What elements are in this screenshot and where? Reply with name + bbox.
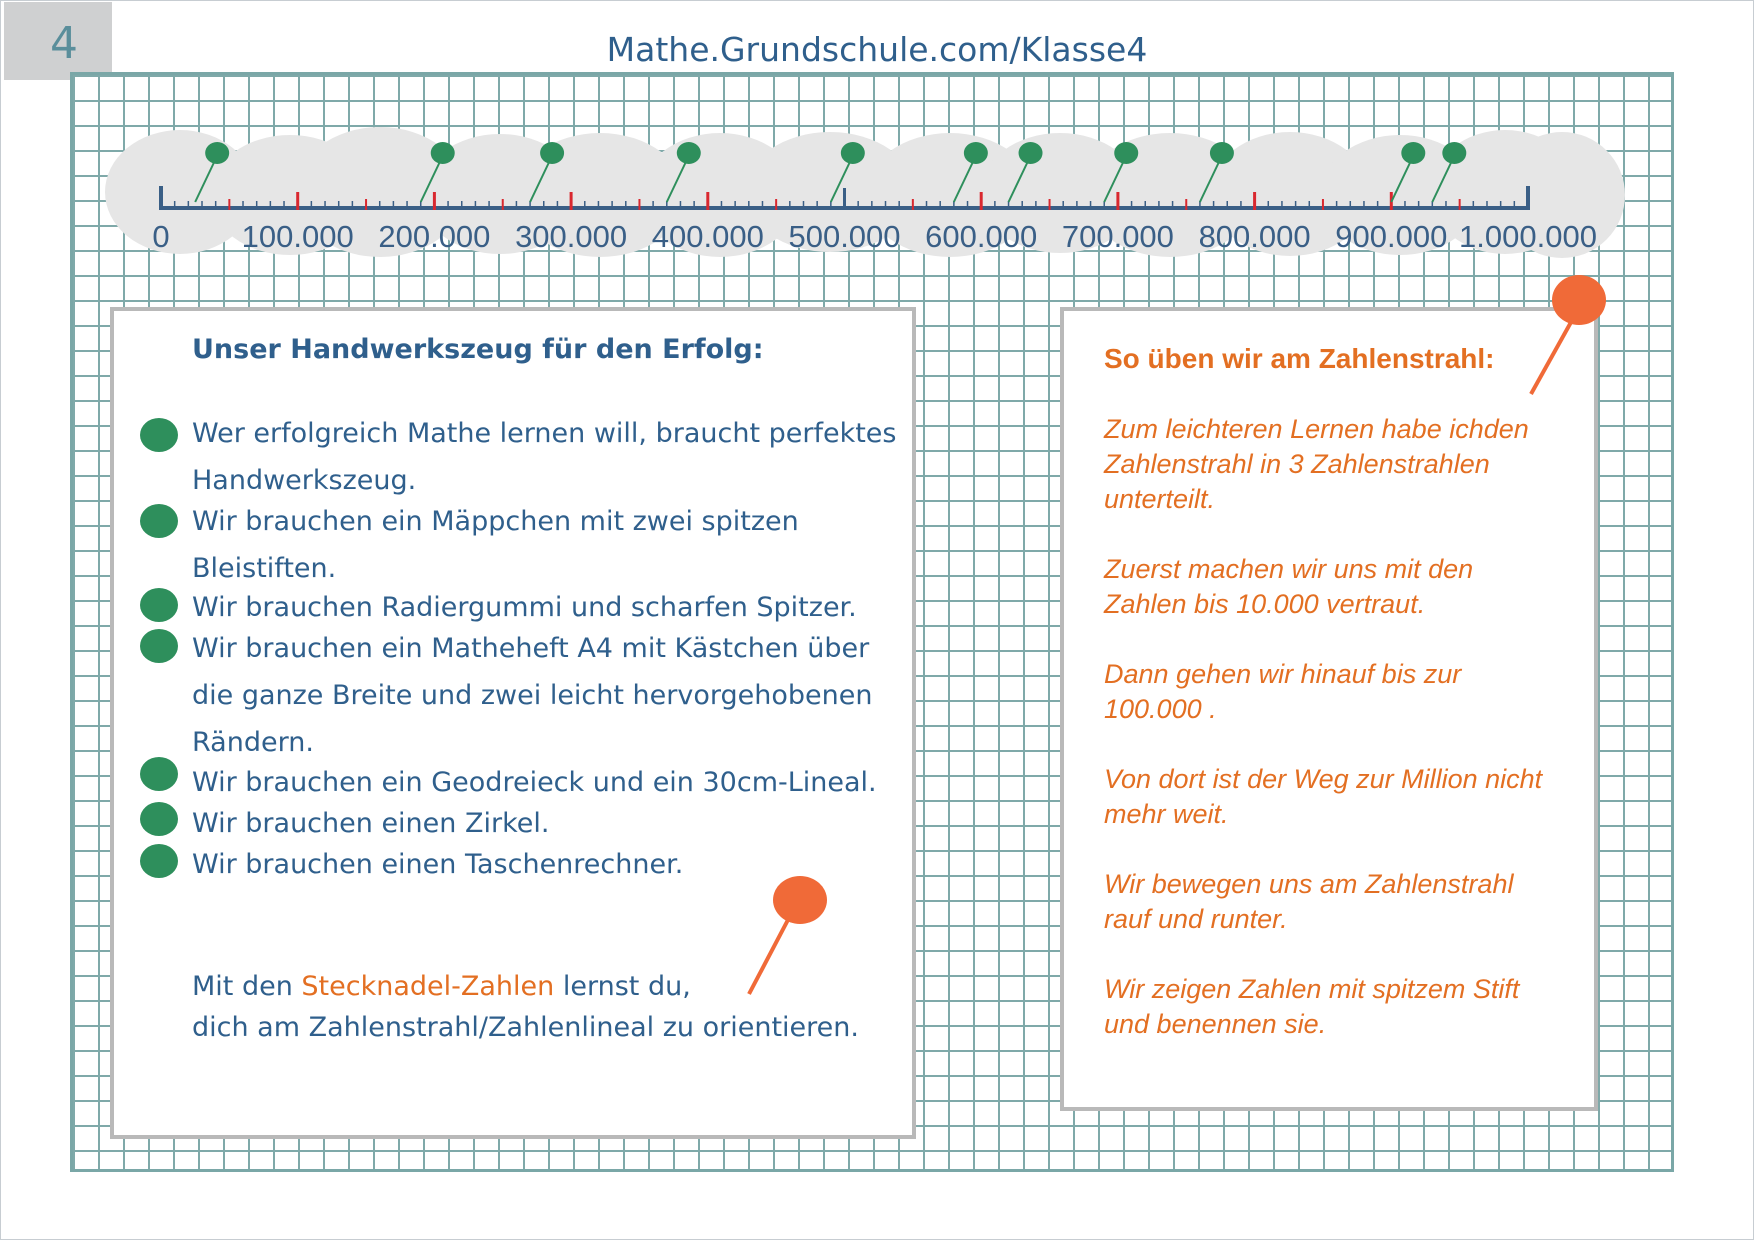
pushpin-numbers-highlight: Stecknadel-Zahlen (301, 971, 555, 1002)
tick-label: 700.000 (1061, 219, 1174, 254)
pushpin-note-line1 (192, 966, 892, 1007)
tick-label: 100.000 (241, 219, 354, 254)
bullet-dot (140, 844, 178, 878)
practice-paragraph: Zum leichteren Lernen habe ichden Zahlenstrahl in 3 Zahlenstrahlen unterteilt. (1104, 414, 1529, 514)
practice-paragraph: Dann gehen wir hinauf bis zur 100.000 . (1104, 659, 1462, 724)
tick-label: 300.000 (515, 219, 628, 254)
tools-heading: Unser Handwerkszeug für den Erfolg: (192, 334, 764, 365)
practice-paragraph: Wir zeigen Zahlen mit spitzem Stift und benennen sie. (1104, 974, 1520, 1039)
tool-text: Wir brauchen einen Taschenrechner. (192, 849, 684, 880)
tool-text: Wir brauchen einen Zirkel. (192, 808, 550, 839)
tool-text: Wir brauchen ein Geodreieck und ein 30cm-Lineal. (192, 767, 877, 798)
tick-label: 800.000 (1198, 219, 1311, 254)
tick-label: 0 (152, 219, 170, 254)
number-line (0, 0, 1754, 300)
site-url: Mathe.Grundschule.com/Klasse4 (606, 30, 1148, 69)
tick-label: 400.000 (651, 219, 764, 254)
pushpin-note-line2: dich am Zahlenstrahl/Zahlenlineal zu orientieren. (192, 1012, 859, 1043)
practice-paragraph: Wir bewegen uns am Zahlenstrahl rauf und runter. (1104, 869, 1514, 934)
page-number: 4 (4, 2, 112, 80)
bullet-dot (140, 504, 178, 538)
tool-text: Wir brauchen Radiergummi und scharfen Spitzer. (192, 592, 857, 623)
pushpin-note-suffix: lernst du, (554, 971, 691, 1002)
bullet-dot (140, 418, 178, 452)
bullet-dot (140, 629, 178, 663)
tick-label: 1.000.000 (1459, 219, 1597, 254)
bullet-dot (140, 802, 178, 836)
tool-text: Wer erfolgreich Mathe lernen will, braucht perfektes Handwerkszeug. (192, 418, 897, 496)
tool-text: Wir brauchen ein Matheheft A4 mit Kästchen über die ganze Breite und zwei leicht hervorgehobenen Rändern. (192, 633, 873, 758)
tick-label: 200.000 (378, 219, 491, 254)
pushpin-icon (1510, 270, 1620, 400)
pushpin-note-prefix: Mit den (192, 971, 302, 1002)
tool-text: Wir brauchen ein Mäppchen mit zwei spitzen Bleistiften. (192, 506, 799, 584)
practice-paragraph: Von dort ist der Weg zur Million nicht mehr weit. (1104, 764, 1543, 829)
bullet-dot (140, 588, 178, 622)
practice-paragraph: Zuerst machen wir uns mit den Zahlen bis 10.000 vertraut. (1104, 554, 1474, 619)
practice-heading: So üben wir am Zahlenstrahl: (1104, 343, 1495, 374)
bullet-dot (140, 757, 178, 791)
tick-label: 900.000 (1335, 219, 1448, 254)
tick-label: 500.000 (788, 219, 901, 254)
tick-label: 600.000 (925, 219, 1038, 254)
pushpin-note (192, 966, 892, 1048)
